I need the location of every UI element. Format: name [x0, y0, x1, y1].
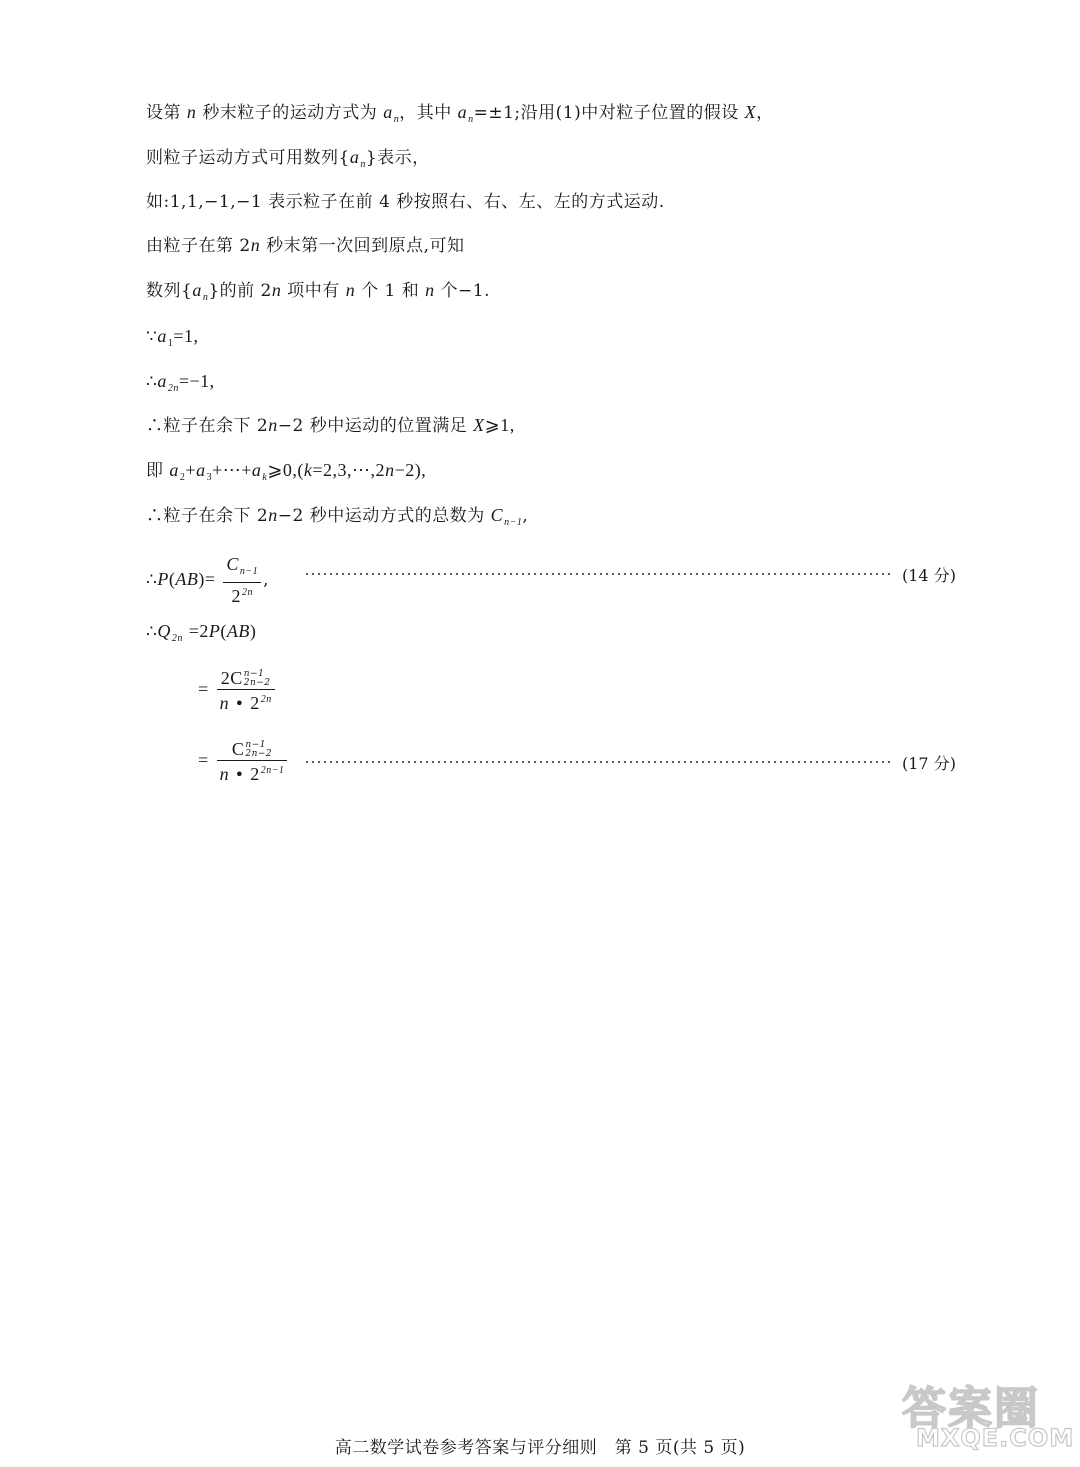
math-var: a: [457, 102, 468, 122]
text: }表示，: [365, 148, 430, 168]
text: }的前 2: [208, 281, 272, 301]
math-sub: 2n: [167, 383, 179, 394]
line-6: [146, 324, 198, 356]
equals: =: [198, 750, 209, 770]
text: ): [249, 621, 257, 641]
math-var: n: [425, 280, 435, 300]
text: ∴粒子在余下 2: [146, 416, 269, 436]
math-var: X: [473, 415, 485, 435]
fraction-numerator: [223, 554, 261, 583]
math-sub: 2: [179, 472, 186, 483]
math-num: 2: [231, 586, 242, 606]
line-4: [146, 233, 465, 258]
math-sub: n−1: [239, 566, 259, 577]
math-var: AB: [175, 569, 199, 589]
text: 设第: [146, 103, 181, 123]
math-sup: 2n−1: [260, 764, 285, 776]
math-coef: 2C: [220, 667, 243, 688]
text: 项中有: [287, 281, 340, 301]
math-sub: n: [202, 292, 209, 303]
math-sub: 1: [167, 338, 174, 349]
math-var: a: [169, 460, 179, 480]
math-var: P: [208, 621, 221, 641]
text: −2 秒中运动方式的总数为: [277, 506, 485, 526]
math-var: AB: [226, 621, 250, 641]
line-3: [146, 190, 665, 214]
text: ∴粒子在余下 2: [146, 506, 269, 526]
sup-sub-stack: [244, 670, 271, 688]
text: −2),: [394, 460, 427, 480]
dot-operator: •: [234, 693, 245, 713]
math-sub: n: [393, 114, 400, 125]
score-14: (14 分): [902, 566, 956, 585]
fraction: [223, 554, 261, 607]
math-var: a: [157, 326, 167, 346]
leader-dots-2: [304, 761, 894, 763]
math-var: n: [268, 415, 278, 435]
math-var: C: [490, 505, 504, 525]
text: =2: [188, 621, 209, 641]
text: ,: [522, 506, 529, 526]
math-var: a: [383, 102, 393, 122]
math-var: n: [345, 280, 356, 300]
math-var: P: [157, 569, 169, 589]
text: 如:1,1,−1,−1 表示粒子在前 4 秒按照右、右、左、左的方式运动.: [146, 192, 665, 212]
text: ，: [756, 103, 774, 123]
line-9: [146, 458, 426, 490]
text: =±1;沿用(1)中对粒子位置的假设: [473, 103, 739, 123]
line-13: [198, 667, 277, 714]
line-10: [146, 503, 528, 535]
text: 由粒子在第 2: [146, 236, 251, 256]
line-1: [146, 100, 774, 132]
dot-operator: •: [234, 764, 245, 784]
math-var: k: [303, 460, 313, 480]
page-footer: 高二数学试卷参考答案与评分细则 第 5 页(共 5 页): [334, 1438, 746, 1458]
text: )=: [198, 569, 216, 589]
fraction: [217, 739, 288, 785]
fraction-denominator: [217, 761, 288, 785]
text: =2,3,⋯,2: [312, 460, 386, 480]
math-var: a: [251, 460, 262, 480]
math-op: +: [185, 460, 197, 480]
line-8: [146, 413, 515, 438]
because-symbol: ∵: [146, 327, 158, 347]
math-var: n: [186, 102, 197, 122]
math-var: a: [196, 460, 206, 480]
math-num: 2: [250, 692, 260, 713]
text: 数列{: [146, 281, 193, 301]
math-sub: 3: [206, 472, 213, 483]
text: =1,: [173, 326, 199, 346]
text: ,: [263, 570, 270, 590]
text: 个−1.: [440, 281, 490, 301]
math-sub: 2n: [171, 633, 183, 644]
math-var: n: [268, 505, 278, 525]
therefore-symbol: ∴: [146, 622, 158, 642]
math-var: Q: [157, 621, 171, 641]
math-var: a: [157, 371, 167, 391]
math-var: X: [744, 102, 757, 122]
math-num: 2: [250, 763, 260, 784]
therefore-symbol: ∴: [146, 570, 158, 590]
line-12: [146, 619, 256, 651]
leader-dots-1: [304, 573, 894, 575]
text: 即: [146, 461, 164, 481]
text: (: [220, 621, 227, 641]
text: 个 1 和: [361, 281, 420, 301]
math-sup: 2n: [260, 693, 272, 705]
math-var: C: [231, 738, 245, 759]
text: −2 秒中运动的位置满足: [277, 416, 468, 436]
sup-sub-stack: [245, 741, 272, 759]
math-sup: n−1: [245, 740, 266, 750]
score-17: (17 分): [902, 754, 956, 773]
watermark-url: MXQE.COM: [916, 1424, 1075, 1452]
line-11: [146, 554, 269, 607]
fraction: [217, 668, 275, 714]
text: ⩾0,(: [267, 460, 304, 480]
text: 秒末粒子的运动方式为: [202, 103, 378, 123]
equals: =: [198, 679, 209, 699]
text: ⩾1,: [484, 415, 515, 435]
fraction-denominator: [223, 583, 261, 607]
line-14: [198, 738, 289, 785]
math-sub: n: [468, 114, 474, 125]
fraction-denominator: [217, 690, 275, 714]
math-sub: n: [360, 159, 366, 170]
text: 秒末第一次回到原点,可知: [266, 236, 465, 256]
math-var: a: [192, 280, 202, 300]
fraction-numerator: [217, 668, 275, 690]
line-5: [146, 278, 490, 310]
text: ，其中: [399, 103, 452, 123]
math-sup: 2n: [242, 587, 254, 598]
line-2: [146, 145, 430, 177]
line-7: [146, 369, 215, 401]
math-var: n: [250, 235, 261, 255]
math-sup: n−1: [243, 669, 265, 679]
math-var: n: [219, 692, 230, 713]
math-var: C: [226, 554, 239, 574]
math-op: +⋯+: [212, 460, 252, 480]
text: =−1,: [178, 371, 215, 391]
therefore-symbol: ∴: [146, 372, 158, 392]
watermark-logo: [898, 1372, 1075, 1457]
math-var: n: [271, 280, 282, 300]
text: (: [168, 569, 176, 589]
math-sub: 2n−2: [245, 749, 273, 759]
math-sub: k: [262, 472, 268, 483]
fraction-numerator: [217, 739, 288, 761]
watermark-text: 答案圈: [902, 1383, 1040, 1434]
math-sub: n−1: [504, 517, 523, 528]
math-var: n: [219, 763, 230, 784]
text: 则粒子运动方式可用数列{: [146, 148, 350, 168]
math-sub: 2n−2: [243, 678, 271, 688]
math-var: n: [385, 460, 395, 480]
math-var: a: [349, 147, 360, 167]
